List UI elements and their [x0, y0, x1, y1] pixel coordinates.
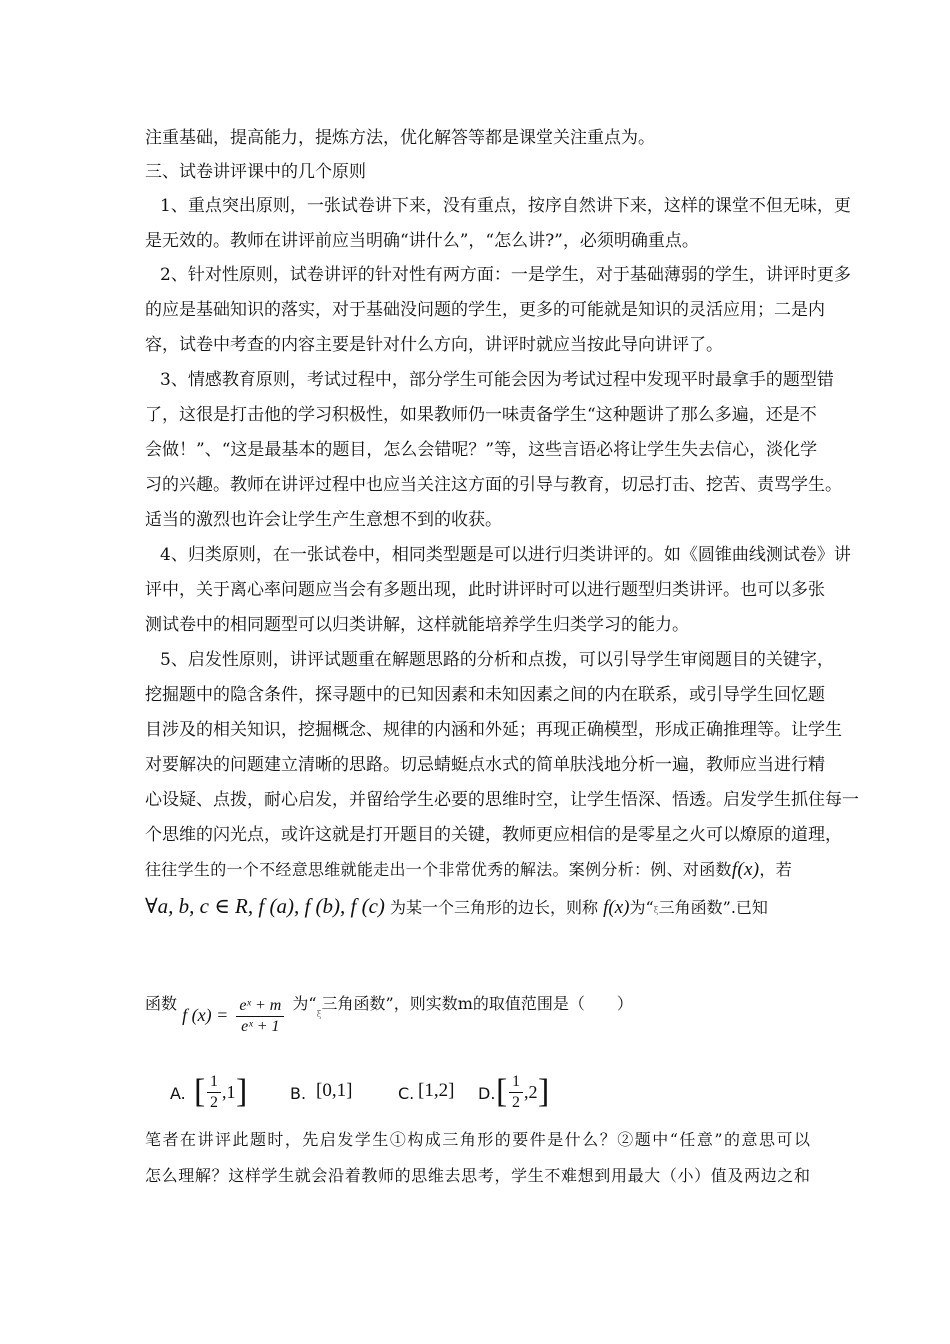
paragraph-line: 注重基础，提高能力，提炼方法，优化解答等都是课堂关注重点为。: [145, 128, 655, 148]
math-function-line: [145, 996, 810, 1037]
paragraph-line: 测试卷中的相同题型可以归类讲解，这样就能培养学生归类学习的能力。: [145, 615, 689, 635]
paragraph-line: 怎么理解？这样学生就会沿着教师的思维去思考，学生不难想到用最大（小）值及两边之和: [145, 1166, 810, 1185]
paragraph-line: 是无效的。教师在讲评前应当明确“讲什么”，“怎么讲?”，必须明确重点。: [145, 231, 699, 251]
paragraph-line: 3、情感教育原则，考试过程中，部分学生可能会因为考试过程中发现平时最拿手的题型错: [160, 370, 834, 390]
option-d-bracket: ]: [538, 1073, 550, 1110]
paragraph-line: 容，试卷中考查的内容主要是针对什么方向，讲评时就应当按此导向讲评了。: [145, 335, 723, 355]
paragraph-line: 心设疑、点拨，耐心启发，并留给学生必要的思维时空，让学生悟深、悟透。启发学生抓住每一: [145, 790, 859, 810]
paragraph-line: 5、启发性原则，讲评试题重在解题思路的分析和点拨，可以引导学生审阅题目的关键字，: [160, 650, 834, 670]
option-d-label[interactable]: D.: [478, 1084, 496, 1103]
option-a-label[interactable]: A.: [170, 1084, 186, 1103]
fraction-denominator: eˣ + 1: [241, 1018, 280, 1035]
paragraph-line: 对要解决的问题建立清晰的思路。切忌蜻蜓点水式的简单肤浅地分析一遍，教师应当进行精: [145, 755, 825, 775]
math-fraction: [236, 996, 284, 1037]
fraction-numerator: eˣ + m: [236, 996, 284, 1017]
math-forall: ∀a, b, c ∈ R, f (a), f (b), f (c): [145, 894, 385, 918]
option-d-value: ,2: [524, 1082, 538, 1102]
option-c-label[interactable]: C.: [398, 1084, 415, 1103]
line-text: 为某一个三角形的边长，则称: [390, 898, 599, 917]
paragraph-line-math: [145, 858, 810, 882]
line-text: 为“: [629, 898, 654, 917]
paragraph-line: 2、针对性原则，试卷讲评的针对性有两方面：一是学生，对于基础薄弱的学生，讲评时更多: [160, 265, 851, 285]
option-d-bracket: [: [496, 1073, 508, 1110]
paragraph-line: 目涉及的相关知识，挖掘概念、规律的内涵和外延；再现正确模型，形成正确推理等。让学生: [145, 720, 842, 740]
inline-symbol: ξ: [316, 1010, 322, 1020]
paragraph-line: 习的兴趣。教师在讲评过程中也应当关注这方面的引导与教育，切忌打击、挖苦、责骂学生。: [145, 475, 842, 495]
paragraph-line: 4、归类原则，在一张试卷中，相同类型题是可以进行归类讲评的。如《圆锥曲线测试卷》讲: [160, 545, 851, 565]
paragraph-line: 评中，关于离心率问题应当会有多题出现，此时讲评时可以进行题型归类讲评。也可以多张: [145, 580, 825, 600]
line-text: 三角函数”，则实数m的取值范围是（ ）: [321, 994, 633, 1013]
option-a-bracket: [: [194, 1073, 206, 1110]
option-a-fraction: $\frac{1}{2}$: [207, 1072, 221, 1113]
paragraph-line: 了，这很是打击他的学习积极性，如果教师仍一味责备学生“这种题讲了那么多遍，还是不: [145, 405, 817, 425]
section-heading: 三、试卷讲评课中的几个原则: [145, 162, 366, 182]
paragraph-line: 会做！”、“这是最基本的题目，怎么会错呢？”等，这些言语必将让学生失去信心，淡化学: [145, 440, 818, 460]
math-fx: f(x): [731, 859, 760, 880]
paragraph-line: 个思维的闪光点，或许这就是打开题目的关键，教师更应相信的是零星之火可以燎原的道理，: [145, 825, 842, 845]
inline-symbol: ξ: [653, 906, 659, 916]
math-fx: f(x): [603, 897, 630, 918]
paragraph-line: 的应是基础知识的落实，对于基础没问题的学生，更多的可能就是知识的灵活应用；二是内: [145, 300, 825, 320]
answer-options: [170, 1070, 810, 1120]
paragraph-line: 1、重点突出原则，一张试卷讲下来，没有重点，按序自然讲下来，这样的课堂不但无味，更: [160, 196, 851, 216]
option-d-fraction: $\frac{1}{2}$: [509, 1072, 523, 1113]
line-text: ，若: [759, 860, 792, 879]
paragraph-line: 笔者在讲评此题时，先启发学生①构成三角形的要件是什么？②题中“任意”的意思可以: [145, 1130, 810, 1149]
option-b-value: [0,1]: [316, 1080, 353, 1101]
math-line: [145, 894, 810, 923]
line-text: 往往学生的一个不经意思维就能走出一个非常优秀的解法。案例分析：例、对函数: [145, 860, 732, 879]
math-lhs: f (x) =: [182, 1005, 229, 1025]
line-text: 三角函数”.已知: [658, 898, 768, 917]
paragraph-line: 适当的激烈也许会让学生产生意想不到的收获。: [145, 510, 502, 530]
option-a-value: ,1: [222, 1082, 236, 1102]
option-b-label[interactable]: B.: [290, 1084, 307, 1103]
line-text: 为“: [292, 994, 317, 1013]
line-text: 函数: [145, 994, 178, 1013]
option-a-bracket: ]: [236, 1073, 248, 1110]
paragraph-line: 挖掘题中的隐含条件，探寻题中的已知因素和未知因素之间的内在联系，或引导学生回忆题: [145, 685, 825, 705]
option-c-value: [1,2]: [418, 1080, 455, 1101]
